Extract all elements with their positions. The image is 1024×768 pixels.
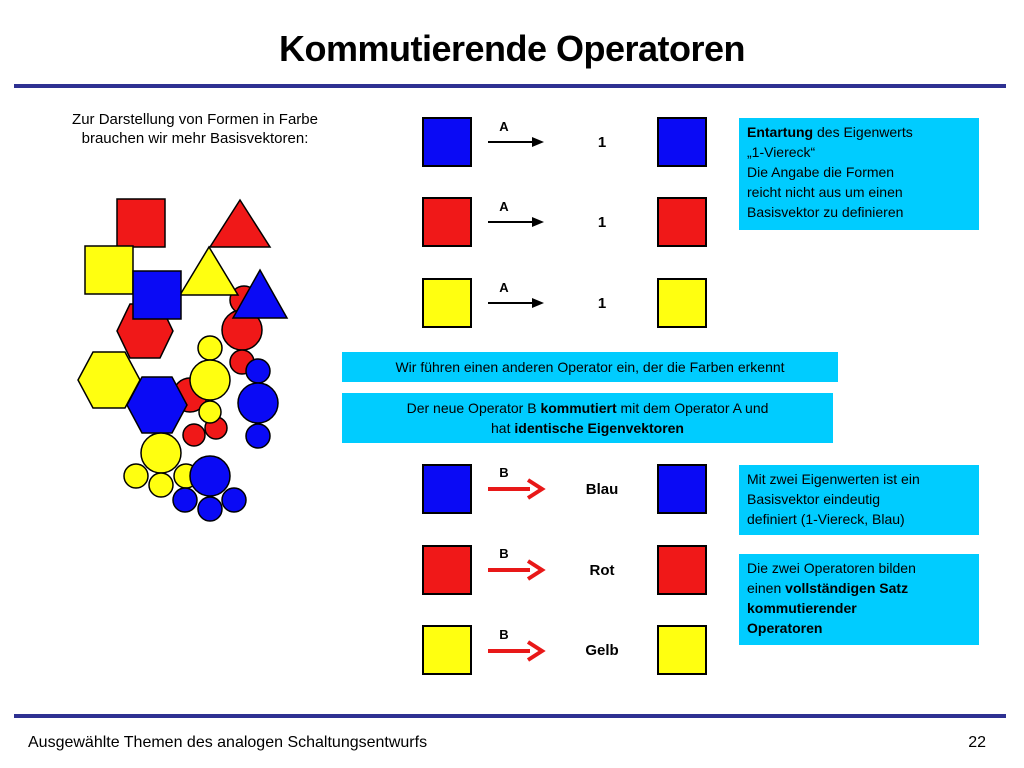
output-red-square [657,545,707,595]
new-operator-note: Wir führen einen anderen Operator ein, der die Farben erkennt [342,352,838,382]
commute-mid: mit dem Operator A und [616,400,769,416]
intro-line-2: brauchen wir mehr Basisvektoren: [81,130,309,147]
blue-circle [238,383,278,423]
degeneracy-line-4: reicht nicht aus um einen [747,184,903,200]
red-triangle [210,200,270,247]
blue-square [133,271,181,319]
arrow-icon [486,214,548,230]
two-eigen-line-2: Basisvektor eindeutig [747,491,881,507]
red-arrow-icon [486,559,548,581]
yellow-circle [124,464,148,488]
yellow-square [85,246,133,294]
output-blue-square [657,117,707,167]
arrow-icon [486,134,548,150]
yellow-circle [198,336,222,360]
eigenvalue: Rot [589,562,615,579]
commute-note [342,393,833,443]
input-yellow-square [422,278,472,328]
output-yellow-square [657,278,707,328]
yellow-triangle [180,247,238,295]
footer-text: Ausgewählte Themen des analogen Schaltungsentwurfs [28,734,428,751]
blue-circle [190,456,230,496]
commute-bold-1: kommutiert [540,400,617,416]
intro-line-1: Zur Darstellung von Formen in Farbe [72,111,318,128]
blue-circle [246,359,270,383]
two-eigen-line-3: definiert (1-Viereck, Blau) [747,511,905,527]
red-circle [183,424,205,446]
arrow-icon [486,295,548,311]
red-square [117,199,165,247]
yellow-circle [149,473,173,497]
input-red-square [422,545,472,595]
commute-bold-2: identische Eigenvektoren [514,420,684,436]
page-number: 22 [968,734,986,751]
operator-b-label: B [499,465,509,480]
degeneracy-line-3: Die Angabe die Formen [747,164,895,180]
output-yellow-square [657,625,707,675]
eigenvalue: 1 [597,134,607,151]
input-blue-square [422,117,472,167]
complete-bold-3: kommutierender [747,600,857,616]
yellow-circle [190,360,230,400]
yellow-circle [199,401,221,423]
complete-bold-4: Operatoren [747,620,823,636]
complete-line-1: Die zwei Operatoren bilden [747,560,916,576]
two-eigenvalues-note [739,465,979,535]
red-arrow-icon [486,640,548,662]
footer-divider [14,714,1006,718]
blue-circle [198,497,222,521]
output-red-square [657,197,707,247]
two-eigen-line-1: Mit zwei Eigenwerten ist ein [747,471,920,487]
blue-circle [246,424,270,448]
operator-a-label: A [499,119,509,134]
red-arrow-icon [486,478,548,500]
degeneracy-line-2: „1-Viereck“ [747,144,816,160]
complete-set-note [739,554,979,645]
complete-pre-2: einen [747,580,786,596]
yellow-circle [141,433,181,473]
degeneracy-line-5: Basisvektor zu definieren [747,204,904,220]
operator-a-label: A [499,280,509,295]
eigenvalue: 1 [597,295,607,312]
degeneracy-rest: des Eigenwerts [813,124,913,140]
output-blue-square [657,464,707,514]
commute-pre-2: hat [491,420,515,436]
blue-circle [222,488,246,512]
operator-b-label: B [499,546,509,561]
commute-pre: Der neue Operator B [406,400,541,416]
operator-a-label: A [499,199,509,214]
input-blue-square [422,464,472,514]
operator-b-label: B [499,627,509,642]
page-title: Kommutierende Operatoren [278,28,746,69]
eigenvalue: Gelb [585,642,619,659]
blue-circle [173,488,197,512]
input-yellow-square [422,625,472,675]
degeneracy-bold: Entartung [747,124,814,140]
degeneracy-note [739,118,979,230]
eigenvalue: 1 [597,214,607,231]
complete-bold-2: vollständigen Satz [785,580,909,596]
eigenvalue: Blau [585,481,619,498]
input-red-square [422,197,472,247]
